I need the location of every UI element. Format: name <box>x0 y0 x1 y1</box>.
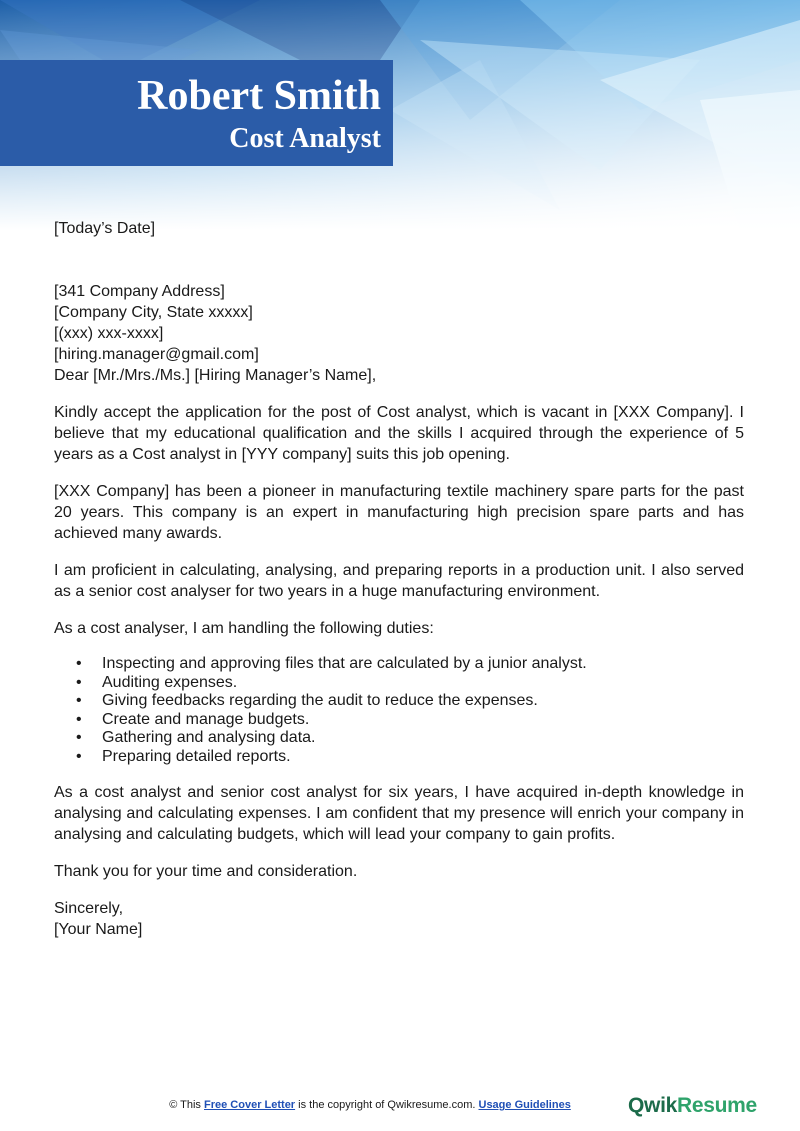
body-paragraph: Kindly accept the application for the post of Cost analyst, which is vacant in [XXX Company]. I believe that my educational qualification and the skills I acquired through the experience of 5 years as a Cost analyst in [YYY company] suits this job opening. <box>54 404 744 463</box>
body-paragraph: As a cost analyst and senior cost analyst for six years, I have acquired in-depth knowledge in analysing and calculating expenses. I am confident that my presence will enrich your company in analysing and calculating budgets, which will lead your company to gain profits. <box>54 784 744 843</box>
list-item: • Create and manage budgets. <box>102 711 744 730</box>
address-line: [hiring.manager@gmail.com] <box>54 346 259 363</box>
footer-prefix: © This <box>169 1099 204 1111</box>
list-item: • Preparing detailed reports. <box>102 748 744 767</box>
list-item: • Auditing expenses. <box>102 674 744 693</box>
body-paragraph: [XXX Company] has been a pioneer in manufacturing textile machinery spare parts for the past 20 years. This company is an expert in manufacturing high precision spare parts and has achieved many awards. <box>54 483 744 542</box>
logo-part-resume: Resume <box>676 1094 757 1117</box>
signature: [Your Name] <box>54 921 143 938</box>
list-item: • Giving feedbacks regarding the audit to reduce the expenses. <box>102 692 744 711</box>
qwikresume-logo[interactable] <box>628 1094 757 1118</box>
free-cover-letter-link[interactable]: Free Cover Letter <box>204 1099 296 1111</box>
name-title-box <box>0 60 393 166</box>
usage-guidelines-link[interactable]: Usage Guidelines <box>478 1099 571 1111</box>
address-line: [Company City, State xxxxx] <box>54 304 253 321</box>
candidate-name: Robert Smith <box>137 73 381 119</box>
list-item: • Gathering and analysing data. <box>102 729 744 748</box>
body-paragraph: I am proficient in calculating, analysing, and preparing reports in a production unit. I also served as a senior cost analyser for two years in a huge manufacturing environment. <box>54 562 744 600</box>
signoff: Sincerely, <box>54 900 124 917</box>
job-title: Cost Analyst <box>229 123 381 154</box>
duties-list <box>54 655 744 766</box>
body-paragraph: Thank you for your time and consideration. <box>54 863 358 880</box>
address-line: [341 Company Address] <box>54 283 225 300</box>
address-line: [(xxx) xxx-xxxx] <box>54 325 164 342</box>
body-paragraph: As a cost analyser, I am handling the following duties: <box>54 620 434 637</box>
footer-middle: is the copyright of Qwikresume.com. <box>295 1099 479 1111</box>
recipient-address <box>54 281 744 365</box>
signoff-block <box>54 898 744 940</box>
list-item: • Inspecting and approving files that are calculated by a junior analyst. <box>102 655 744 674</box>
logo-part-qwik: Qwik <box>628 1094 677 1117</box>
salutation: Dear [Mr./Mrs./Ms.] [Hiring Manager’s Name], <box>54 367 377 384</box>
letter-date: [Today’s Date] <box>54 220 156 237</box>
letter-body <box>54 218 744 940</box>
